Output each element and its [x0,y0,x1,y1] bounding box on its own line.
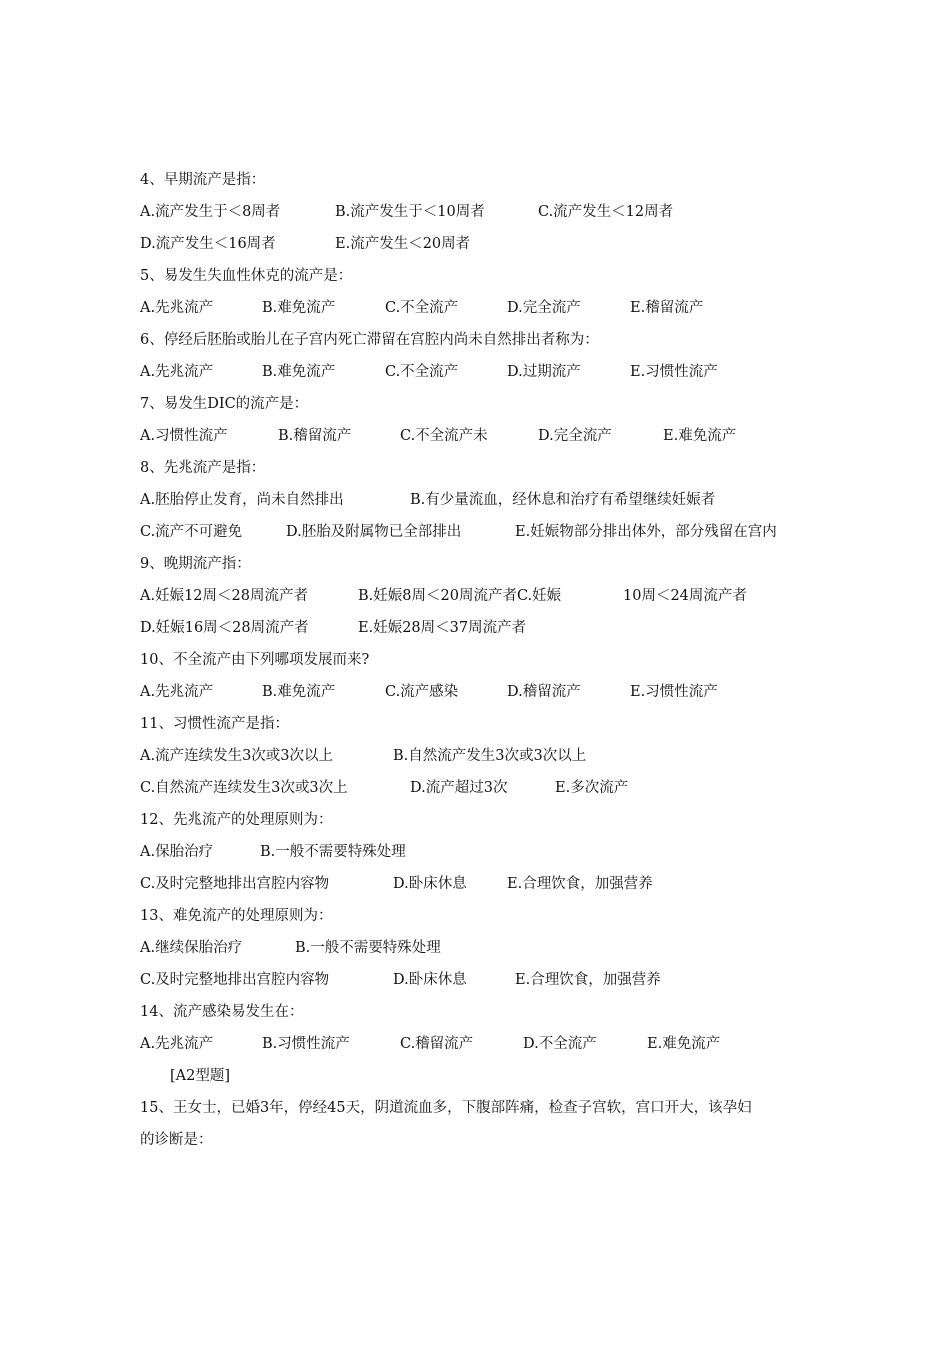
option: E.难免流产 [647,1036,721,1052]
question-8-stem: 8、先兆流产是指： [140,460,266,476]
option: C.不全流产 [385,364,459,380]
option: C.流产不可避免 [140,524,243,540]
option: D.完全流产 [538,428,612,444]
option: C.及时完整地排出宫腔内容物 [140,876,330,892]
option: B.难免流产 [262,364,336,380]
question-5-stem: 5、易发生失血性休克的流产是： [140,268,353,284]
section-label: [A2型题] [170,1068,231,1084]
option: E.合理饮食，加强营养 [507,876,653,892]
option: A.妊娠12周＜28周流产者 [140,588,308,604]
option: C.流产发生＜12周者 [538,204,674,220]
option: 10周＜24周流产者 [623,588,747,604]
question-7-stem: 7、易发生DIC的流产是： [140,396,309,412]
option: D.流产超过3次 [410,780,508,796]
option: A.习惯性流产 [140,428,228,444]
option: B.习惯性流产 [262,1036,350,1052]
option: A.胚胎停止发育，尚未自然排出 [140,492,344,508]
option: D.过期流产 [507,364,581,380]
option: E.习惯性流产 [630,684,718,700]
option: E.妊娠28周＜37周流产者 [358,620,527,636]
option: B.妊娠8周＜20周流产者C.妊娠 [358,588,562,604]
option: B.一般不需要特殊处理 [260,844,406,860]
option: C.稽留流产 [400,1036,474,1052]
question-9-stem: 9、晚期流产指： [140,556,251,572]
option: D.妊娠16周＜28周流产者 [140,620,309,636]
option: A.继续保胎治疗 [140,940,243,956]
option: B.一般不需要特殊处理 [295,940,441,956]
option: B.难免流产 [262,300,336,316]
option: D.卧床休息 [393,876,467,892]
option: C.不全流产 [385,300,459,316]
option: A.先兆流产 [140,300,214,316]
question-15-stem-line-1: 15、王女士，已婚3年，停经45天，阴道流血多，下腹部阵痛，检查子宫软，宫口开大，该孕妇 [140,1100,752,1116]
option: E.稽留流产 [630,300,704,316]
question-10-stem: 10、不全流产由下列哪项发展而来? [140,652,370,668]
option: E.流产发生＜20周者 [335,236,471,252]
question-15-stem-line-2: 的诊断是： [140,1132,213,1148]
question-6-stem: 6、停经后胚胎或胎儿在子宫内死亡滞留在宫腔内尚未自然排出者称为： [140,332,599,348]
question-11-stem: 11、习惯性流产是指： [140,716,289,732]
option: B.有少量流血，经休息和治疗有希望继续妊娠者 [410,492,716,508]
option: A.流产连续发生3次或3次以上 [140,748,334,764]
option: E.合理饮食，加强营养 [515,972,661,988]
option: B.难免流产 [262,684,336,700]
option: D.卧床休息 [393,972,467,988]
option: A.先兆流产 [140,364,214,380]
question-13-stem: 13、难免流产的处理原则为： [140,908,333,924]
question-4-stem: 4、早期流产是指： [140,172,266,188]
option: A.先兆流产 [140,684,214,700]
option: E.多次流产 [555,780,629,796]
question-14-stem: 14、流产感染易发生在： [140,1004,304,1020]
option: A.保胎治疗 [140,844,214,860]
option: D.稽留流产 [507,684,581,700]
option: E.难免流产 [663,428,737,444]
option: C.流产感染 [385,684,459,700]
option: D.流产发生＜16周者 [140,236,276,252]
question-12-stem: 12、先兆流产的处理原则为： [140,812,333,828]
option: C.及时完整地排出宫腔内容物 [140,972,330,988]
option: C.自然流产连续发生3次或3次上 [140,780,348,796]
option: B.流产发生于＜10周者 [335,204,485,220]
option: C.不全流产未 [400,428,488,444]
option: D.不全流产 [523,1036,597,1052]
option: D.胚胎及附属物已全部排出 [286,524,462,540]
option: B.自然流产发生3次或3次以上 [393,748,587,764]
option: E.妊娠物部分排出体外，部分残留在宫内 [515,524,777,540]
option: D.完全流产 [507,300,581,316]
option: A.先兆流产 [140,1036,214,1052]
option: A.流产发生于＜8周者 [140,204,281,220]
option: E.习惯性流产 [630,364,718,380]
option: B.稽留流产 [278,428,352,444]
